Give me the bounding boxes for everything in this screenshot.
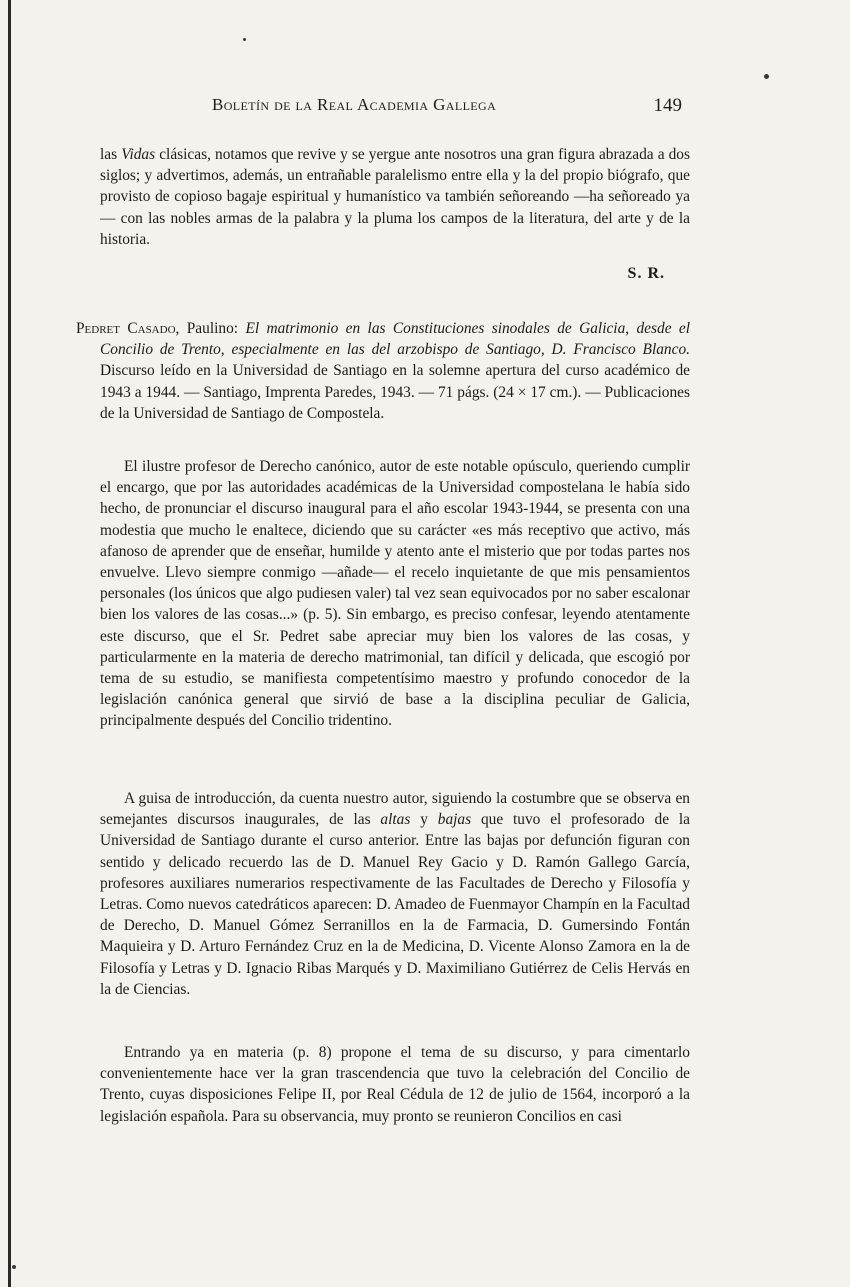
- scan-speck: [764, 74, 769, 79]
- p3-and: y: [420, 811, 428, 829]
- entry-title: El matrimonio en las Constituciones sinodales de Galicia, desde el Concilio de Trento, especialmente en las del arzobispo de Santiago, D. Francisco Blanco.: [100, 320, 690, 359]
- page-header: [212, 95, 682, 119]
- prev-review-text: clásicas, notamos que revive y se yergue ante nosotros una gran figura abrazada a dos siglos; y advertimos, además, un entrañable paralelismo entre ella y la del propio biógrafo, que provisto de copioso bagaje espiritual y humanístico va también señoreando —ha señoreado ya— con las nobles armas de la palabra y la pluma los campos de la literatura, del arte y de la historia.: [100, 146, 690, 248]
- p3-part-a: A guisa de introducción, da cuenta nuestro autor, siguiendo la costumbre que se observa en semejantes discursos inaugurales, de las: [100, 790, 690, 829]
- reviewer-signature: S. R.: [627, 265, 665, 282]
- scan-edge-rule: [8, 0, 11, 1287]
- scan-speck: [12, 1265, 16, 1269]
- prev-lead-prefix: las: [100, 146, 118, 163]
- entry-author-first: Paulino:: [186, 320, 239, 337]
- previous-review-ending: [100, 144, 690, 250]
- p3-part-b: que tuvo el profesorado de la Universidad de Santiago durante el curso anterior. Entre las bajas por defunción figuran con sentido y delicado recuerdo las de D. Manuel Rey Gacio y D. Ramón Gallego García, profesores auxiliares numerarios respectivamente de las Facultades de Derecho y Filosofía y Letras. Como nuevos catedráticos aparecen: D. Amadeo de Fuenmayor Champín en la Facultad de Derecho, D. Manuel Gómez Serranillos en la de Farmacia, D. Gumersindo Fontán Maquieira y D. Arturo Fernández Cruz en la de Medicina, D. Vicente Alonso Zamora en la de Filosofía y Letras y D. Ignacio Ribas Marqués y D. Maximiliano Gutiérrez de Celis Hervás en la de Ciencias.: [100, 811, 690, 998]
- running-title: Boletín de la Real Academia Gallega: [212, 95, 497, 114]
- p3-altas: altas: [380, 811, 411, 829]
- p3-bajas: bajas: [437, 811, 472, 829]
- entry-details: Discurso leído en la Universidad de Santiago en la solemne apertura del curso académico de 1943 a 1944. — Santiago, Imprenta Paredes, 1943. — 71 págs. (24 × 17 cm.). — Publicaciones de la Universidad de Santiago de Compostela.: [100, 362, 690, 422]
- prev-lead-italic: Vidas: [121, 146, 156, 163]
- page-number: 149: [653, 95, 682, 116]
- body-paragraph-1: El ilustre profesor de Derecho canónico, autor de este notable opúsculo, queriendo cumplir el encargo, que por las autoridades académicas de la Universidad compostelana le había sido hecho, de pronunciar el discurso inaugural para el año escolar 1943-1944, se presenta con una modestia que mucho le enaltece, diciendo que su carácter «es más receptivo que activo, más afanoso de aprender que de enseñar, humilde y atento ante el misterio que por todas partes nos envuelve. Llevo siempre conmigo —añade— el recelo inquietante de que mis pensamientos personales (los únicos que algo pudiesen valer) tal vez sean equivocados por no saber escalonar bien los valores de las cosas...» (p. 5). Sin embargo, es preciso confesar, leyendo atentamente este discurso, que el Sr. Pedret sabe apreciar muy bien los valores de las cosas, y particularmente en la materia de derecho matrimonial, tan difícil y delicada, que escogió por tema de su estudio, se manifiesta competentísimo maestro y profundo conocedor de la legislación canónica general que sirvió de base a la disciplina peculiar de Galicia, principalmente después del Concilio tridentino.: [100, 458, 690, 730]
- body-paragraph-3: Entrando ya en materia (p. 8) propone el tema de su discurso, y para cimentarlo convenientemente hace ver la gran trascendencia que tuvo la celebración del Concilio de Trento, cuyas disposiciones Felipe II, por Real Cédula de 12 de julio de 1564, incorporó a la legislación española. Para su observancia, muy pronto se reunieron Concilios en casi: [100, 1044, 690, 1125]
- bibliographic-entry: [76, 318, 690, 424]
- entry-hanging-block: [76, 318, 690, 424]
- entry-author: Pedret Casado,: [76, 320, 180, 337]
- scan-speck: [243, 38, 246, 41]
- body-paragraph-2: [100, 788, 690, 1000]
